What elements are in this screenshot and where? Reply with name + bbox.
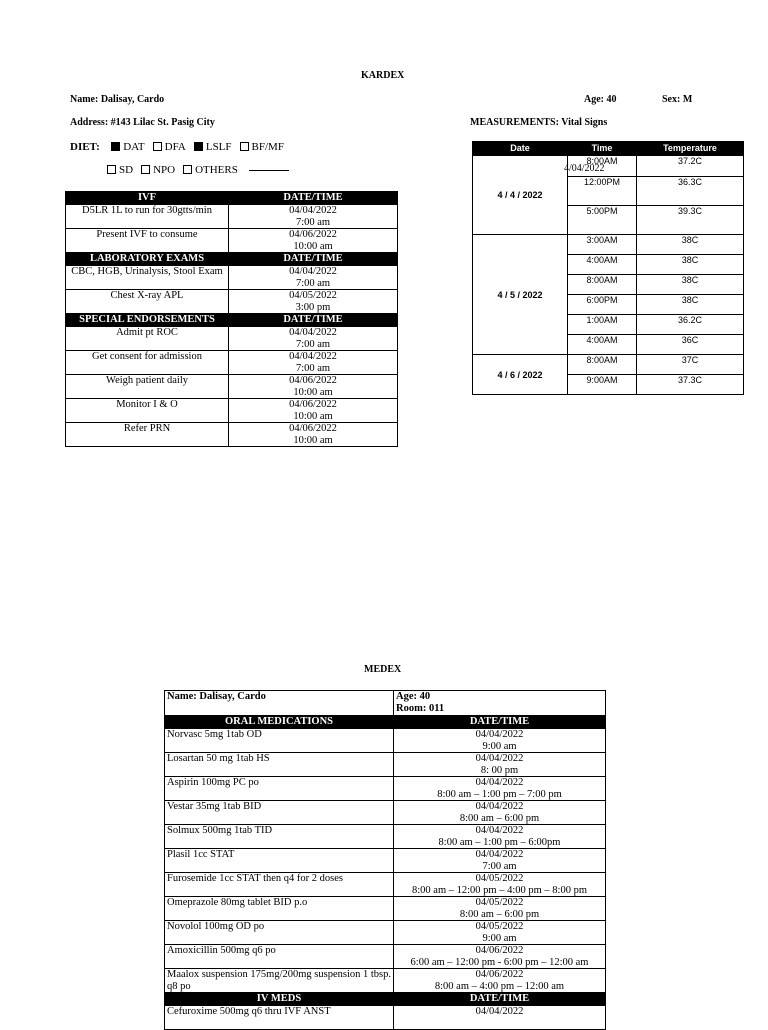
patient-address: Address: #143 Lilac St. Pasig City xyxy=(70,117,215,128)
medication-row xyxy=(165,921,606,945)
patient-name: Name: Dalisay, Cardo xyxy=(70,94,165,105)
section-datetime-header: DATE/TIME xyxy=(229,314,398,327)
medication-date: 04/04/2022 xyxy=(475,825,524,836)
vitals-header-row xyxy=(473,142,744,156)
measurements-label: MEASUREMENTS: Vital Signs xyxy=(470,117,608,128)
medication-datetime xyxy=(394,921,606,945)
diet-option-sd[interactable] xyxy=(107,164,133,176)
medication-time: 8:00 am – 12:00 pm – 4:00 pm – 8:00 pm xyxy=(412,884,587,896)
medication-date: 04/05/2022 xyxy=(475,873,524,884)
vitals-temperature: 39.3C xyxy=(637,206,744,235)
diet-option-lslf[interactable] xyxy=(194,141,232,153)
order-date: 04/06/2022 xyxy=(289,423,337,434)
medex-name: Name: Dalisay, Cardo xyxy=(165,691,394,716)
order-time: 7:00 am xyxy=(295,216,331,228)
diet-row-1 xyxy=(70,141,292,153)
vitals-temperature: 37C xyxy=(637,355,744,375)
vitals-temperature: 36.3C xyxy=(637,177,744,206)
order-time: 3:00 pm xyxy=(295,301,331,313)
medication-date: 04/04/2022 xyxy=(475,849,524,860)
medication-datetime xyxy=(394,729,606,753)
diet-option-dat[interactable] xyxy=(111,141,144,153)
medication-datetime xyxy=(394,753,606,777)
medex-datetime-header: DATE/TIME xyxy=(394,716,606,729)
order-time: 10:00 am xyxy=(293,434,333,446)
medication-datetime xyxy=(394,945,606,969)
vitals-time: 4:00AM xyxy=(568,335,637,355)
medication-date: 04/06/2022 xyxy=(475,945,524,956)
medication-row xyxy=(165,729,606,753)
vitals-date: 4 / 4 / 2022 xyxy=(473,156,568,235)
checkbox-dfa[interactable] xyxy=(153,142,162,151)
diet-option-npo[interactable] xyxy=(141,164,175,176)
medication-datetime xyxy=(394,873,606,897)
vitals-time: 3:00AM xyxy=(568,235,637,255)
medication-date: 04/05/2022 xyxy=(475,897,524,908)
medication-item: Norvasc 5mg 1tab OD xyxy=(165,729,394,753)
medication-time: 6:00 am – 12:00 pm - 6:00 pm – 12:00 am xyxy=(410,956,589,968)
medication-time: 8:00 am – 1:00 pm – 7:00 pm xyxy=(437,788,562,800)
vitals-temperature: 37.2C xyxy=(637,156,744,177)
medication-datetime xyxy=(394,1006,606,1030)
medication-item: Losartan 50 mg 1tab HS xyxy=(165,753,394,777)
medication-item: Aspirin 100mg PC po xyxy=(165,777,394,801)
order-date: 04/04/2022 xyxy=(289,351,337,362)
order-date: 04/04/2022 xyxy=(289,266,337,277)
medication-row xyxy=(165,849,606,873)
kardex-title: KARDEX xyxy=(361,70,405,81)
vitals-time: 8:00AM xyxy=(568,156,637,177)
medication-time: 8:00 am – 6:00 pm xyxy=(459,908,540,920)
order-row xyxy=(66,351,398,375)
vitals-header-temperature: Temperature xyxy=(637,142,744,156)
vitals-temperature: 38C xyxy=(637,275,744,295)
order-datetime xyxy=(229,266,398,290)
order-item: Weigh patient daily xyxy=(66,375,229,399)
order-item: Monitor I & O xyxy=(66,399,229,423)
vitals-row xyxy=(473,355,744,375)
vitals-time: 8:00AM xyxy=(568,275,637,295)
medication-date: 04/04/2022 xyxy=(475,801,524,812)
diet-option-bfmf[interactable] xyxy=(240,141,284,153)
oral-medications-header-row xyxy=(165,716,606,729)
order-item: Admit pt ROC xyxy=(66,327,229,351)
medication-item: Maalox suspension 175mg/200mg suspension 1 tbsp. q8 po xyxy=(165,969,394,993)
medication-time: 8: 00 pm xyxy=(480,764,519,776)
medication-row xyxy=(165,801,606,825)
section-header-row xyxy=(66,253,398,266)
order-item: CBC, HGB, Urinalysis, Stool Exam xyxy=(66,266,229,290)
order-datetime xyxy=(229,399,398,423)
medication-datetime xyxy=(394,801,606,825)
checkbox-lslf[interactable] xyxy=(194,142,203,151)
medication-date: 04/04/2022 xyxy=(475,729,524,740)
section-header: IVF xyxy=(66,192,229,205)
diet-option-label: DAT xyxy=(123,141,145,153)
medex-age: Age: 40 xyxy=(396,691,431,702)
vitals-temperature: 36C xyxy=(637,335,744,355)
vitals-time: 8:00AM xyxy=(568,355,637,375)
vitals-temperature: 36.2C xyxy=(637,315,744,335)
diet-option-dfa[interactable] xyxy=(153,141,186,153)
vitals-temperature: 37.3C xyxy=(637,375,744,395)
vitals-date: 4 / 5 / 2022 xyxy=(473,235,568,355)
medex-patient-row xyxy=(165,691,606,716)
order-row xyxy=(66,266,398,290)
checkbox-sd[interactable] xyxy=(107,165,116,174)
medication-date: 04/04/2022 xyxy=(475,1006,524,1017)
order-datetime xyxy=(229,423,398,447)
medication-row xyxy=(165,873,606,897)
iv-meds-header-row xyxy=(165,993,606,1006)
medication-time: 8:00 am – 6:00 pm xyxy=(459,812,540,824)
medication-datetime xyxy=(394,777,606,801)
order-time: 10:00 am xyxy=(293,410,333,422)
vitals-time: 9:00AM xyxy=(568,375,637,395)
order-item: Get consent for admission xyxy=(66,351,229,375)
vitals-header-time: Time xyxy=(568,142,637,156)
vitals-time: 4:00AM xyxy=(568,255,637,275)
medication-date: 04/05/2022 xyxy=(475,921,524,932)
medication-time: 7:00 am xyxy=(482,860,517,872)
order-row xyxy=(66,290,398,314)
section-header-row xyxy=(66,192,398,205)
medication-time: 9:00 am xyxy=(482,740,517,752)
diet-option-label: SD xyxy=(119,164,134,176)
vitals-time: 12:00PM xyxy=(568,177,637,206)
diet-option-label: NPO xyxy=(153,164,176,176)
diet-row-2 xyxy=(107,164,289,176)
medex-datetime-header: DATE/TIME xyxy=(394,993,606,1006)
checkbox-npo[interactable] xyxy=(141,165,150,174)
medication-date: 04/04/2022 xyxy=(475,777,524,788)
order-date: 04/04/2022 xyxy=(289,205,337,216)
medication-item: Vestar 35mg 1tab BID xyxy=(165,801,394,825)
checkbox-dat[interactable] xyxy=(111,142,120,151)
order-row xyxy=(66,375,398,399)
oral-medications-header: ORAL MEDICATIONS xyxy=(165,716,394,729)
iv-meds-header: IV MEDS xyxy=(165,993,394,1006)
order-row xyxy=(66,399,398,423)
medex-table xyxy=(164,690,606,1030)
order-time: 7:00 am xyxy=(295,277,331,289)
vitals-temperature: 38C xyxy=(637,255,744,275)
order-time: 10:00 am xyxy=(293,386,333,398)
section-header-row xyxy=(66,314,398,327)
diet-option-others[interactable] xyxy=(183,164,238,176)
order-time: 7:00 am xyxy=(295,338,331,350)
others-blank-line xyxy=(249,170,289,171)
diet-label: DIET: xyxy=(70,141,100,153)
vitals-row xyxy=(473,235,744,255)
vitals-header-date: Date xyxy=(473,142,568,156)
section-datetime-header: DATE/TIME xyxy=(229,192,398,205)
order-date: 04/04/2022 xyxy=(289,327,337,338)
vitals-time: 6:00PM xyxy=(568,295,637,315)
vitals-temperature: 38C xyxy=(637,295,744,315)
order-datetime xyxy=(229,351,398,375)
medex-title: MEDEX xyxy=(364,664,402,675)
order-item: Refer PRN xyxy=(66,423,229,447)
vitals-overlay-date: 4/04/2022 xyxy=(564,163,605,174)
order-datetime xyxy=(229,375,398,399)
order-date: 04/05/2022 xyxy=(289,290,337,301)
order-date: 04/06/2022 xyxy=(289,375,337,386)
section-datetime-header: DATE/TIME xyxy=(229,253,398,266)
section-header: SPECIAL ENDORSEMENTS xyxy=(66,314,229,327)
medication-row xyxy=(165,945,606,969)
vitals-time: 1:00AM xyxy=(568,315,637,335)
medication-row xyxy=(165,1006,606,1030)
medication-date: 04/04/2022 xyxy=(475,753,524,764)
checkbox-bfmf[interactable] xyxy=(240,142,249,151)
patient-age: Age: 40 xyxy=(584,94,617,105)
medication-time: 8:00 am – 4:00 pm – 12:00 am xyxy=(434,980,565,992)
order-row xyxy=(66,229,398,253)
patient-sex: Sex: M xyxy=(662,94,693,105)
order-row xyxy=(66,423,398,447)
medication-datetime xyxy=(394,897,606,921)
order-datetime xyxy=(229,205,398,229)
medication-row xyxy=(165,753,606,777)
order-datetime xyxy=(229,290,398,314)
vitals-time: 5:00PM xyxy=(568,206,637,235)
medication-datetime xyxy=(394,825,606,849)
medex-room: Room: 011 xyxy=(396,702,445,714)
order-row xyxy=(66,205,398,229)
checkbox-others[interactable] xyxy=(183,165,192,174)
medication-row xyxy=(165,969,606,993)
diet-option-label: BF/MF xyxy=(251,141,284,153)
medication-item: Furosemide 1cc STAT then q4 for 2 doses xyxy=(165,873,394,897)
kardex-orders-table xyxy=(65,191,398,447)
order-row xyxy=(66,327,398,351)
medication-time: 9:00 am xyxy=(482,932,517,944)
diet-option-label: LSLF xyxy=(205,141,232,153)
medication-datetime xyxy=(394,969,606,993)
medication-item: Cefuroxime 500mg q6 thru IVF ANST xyxy=(165,1006,394,1030)
order-date: 04/06/2022 xyxy=(289,229,337,240)
medication-item: Omeprazole 80mg tablet BID p.o xyxy=(165,897,394,921)
order-datetime xyxy=(229,229,398,253)
medication-row xyxy=(165,897,606,921)
medication-datetime xyxy=(394,849,606,873)
medication-row xyxy=(165,777,606,801)
medication-time: 8:00 am – 1:00 pm – 6:00pm xyxy=(438,836,561,848)
diet-option-label: DFA xyxy=(164,141,186,153)
medication-item: Amoxicillin 500mg q6 po xyxy=(165,945,394,969)
medex-age-room xyxy=(394,691,606,716)
section-header: LABORATORY EXAMS xyxy=(66,253,229,266)
order-date: 04/06/2022 xyxy=(289,399,337,410)
order-item: Chest X-ray APL xyxy=(66,290,229,314)
order-time: 10:00 am xyxy=(293,240,333,252)
vital-signs-table xyxy=(472,141,744,395)
medication-item: Solmux 500mg 1tab TID xyxy=(165,825,394,849)
medication-date: 04/06/2022 xyxy=(475,969,524,980)
vitals-date: 4 / 6 / 2022 xyxy=(473,355,568,395)
medication-item: Novolol 100mg OD po xyxy=(165,921,394,945)
order-time: 7:00 am xyxy=(295,362,331,374)
order-item: Present IVF to consume xyxy=(66,229,229,253)
medication-item: Plasil 1cc STAT xyxy=(165,849,394,873)
diet-option-label: OTHERS xyxy=(195,164,238,176)
vitals-row xyxy=(473,156,744,177)
vitals-temperature: 38C xyxy=(637,235,744,255)
medication-row xyxy=(165,825,606,849)
order-item: D5LR 1L to run for 30gtts/min xyxy=(66,205,229,229)
order-datetime xyxy=(229,327,398,351)
